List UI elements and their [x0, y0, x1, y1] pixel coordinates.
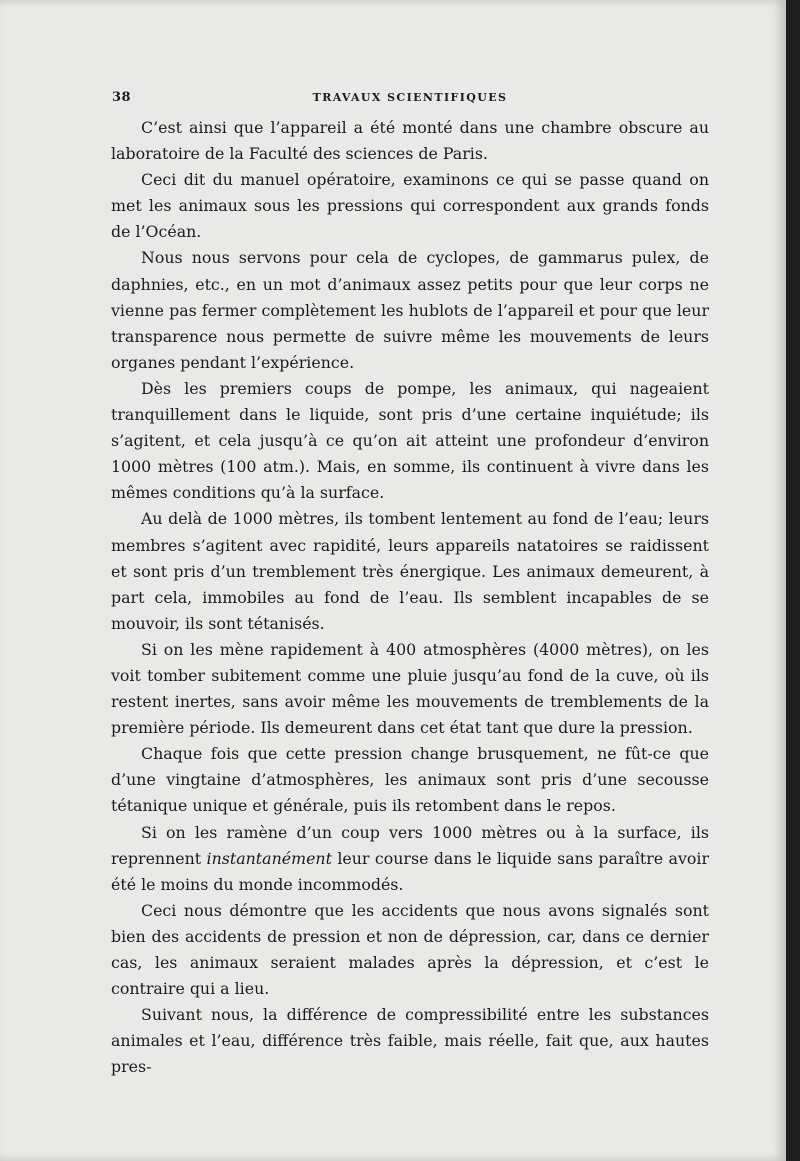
paragraph-2: Ceci dit du manuel opératoire, examinons ce qui se passe quand on met les animaux sous les pressions qui correspondent aux grands fonds de l’Océan.	[111, 170, 709, 242]
emphasized-word: instantanément	[206, 848, 332, 868]
page-header	[112, 90, 708, 108]
paragraph-8-after: leur course dans le liquide sans paraître avoir été le moins du monde incommodés.	[111, 848, 709, 894]
paragraph-10: Suivant nous, la différence de compressibilité entre les substances animales et l’eau, différence très faible, mais réelle, fait que, aux hautes pres-	[111, 1005, 709, 1077]
paragraph-4: Dès les premiers coups de pompe, les animaux, qui nageaient tranquillement dans le liquide, sont pris d’une certaine inquiétude; ils s’agitent, et cela jusqu’à ce qu’on ait atteint une profondeur d’environ 1000 mètres (100 atm.). Mais, en somme, ils continuent à vivre dans les mêmes conditions qu’à la surface.	[111, 378, 709, 503]
paragraph-5: Au delà de 1000 mètres, ils tombent lentement au fond de l’eau; leurs membres s’agitent avec rapidité, leurs appareils natatoires se raidissent et sont pris d’un tremblement très énergique. Les animaux demeurent, à part cela, immobiles au fond de l’eau. Ils semblent incapables de se mouvoir, ils sont tétanisés.	[111, 509, 709, 633]
page-number: 38	[112, 90, 132, 105]
running-title: TRAVAUX SCIENTIFIQUES	[312, 91, 508, 104]
body-text	[111, 115, 709, 1080]
paragraph-9: Ceci nous démontre que les accidents que nous avons signalés sont bien des accidents de pression et non de dépression, car, dans ce dernier cas, les animaux seraient malades après la dépression, et c’est le contraire qui a lieu.	[111, 900, 709, 999]
paragraph-6: Si on les mène rapidement à 400 atmosphères (4000 mètres), on les voit tomber subitement comme une pluie jusqu’au fond de la cuve, où ils restent inertes, sans avoir même les mouvements de tremblements de la première période. Ils demeurent dans cet état tant que dure la pression.	[111, 639, 709, 738]
paragraph-8-before: Si on les ramène d’un coup vers 1000 mètres ou à la surface, ils reprennent	[111, 822, 709, 868]
paragraph-1: C’est ainsi que l’appareil a été monté dans une chambre obscure au laboratoire de la Faculté des sciences de Paris.	[111, 118, 709, 164]
paragraph-3: Nous nous servons pour cela de cyclopes, de gammarus pulex, de daphnies, etc., en un mot d’animaux assez petits pour que leur corps ne vienne pas fermer complètement les hublots de l’appareil et pour que leur transparence nous permette de suivre même les mouvements de leurs organes pendant l’expérience.	[111, 248, 709, 372]
paragraph-7: Chaque fois que cette pression change brusquement, ne fût-ce que d’une vingtaine d’atmosphères, les animaux sont pris d’une secousse tétanique unique et générale, puis ils retombent dans le repos.	[111, 744, 709, 816]
paragraph-8	[111, 820, 709, 898]
